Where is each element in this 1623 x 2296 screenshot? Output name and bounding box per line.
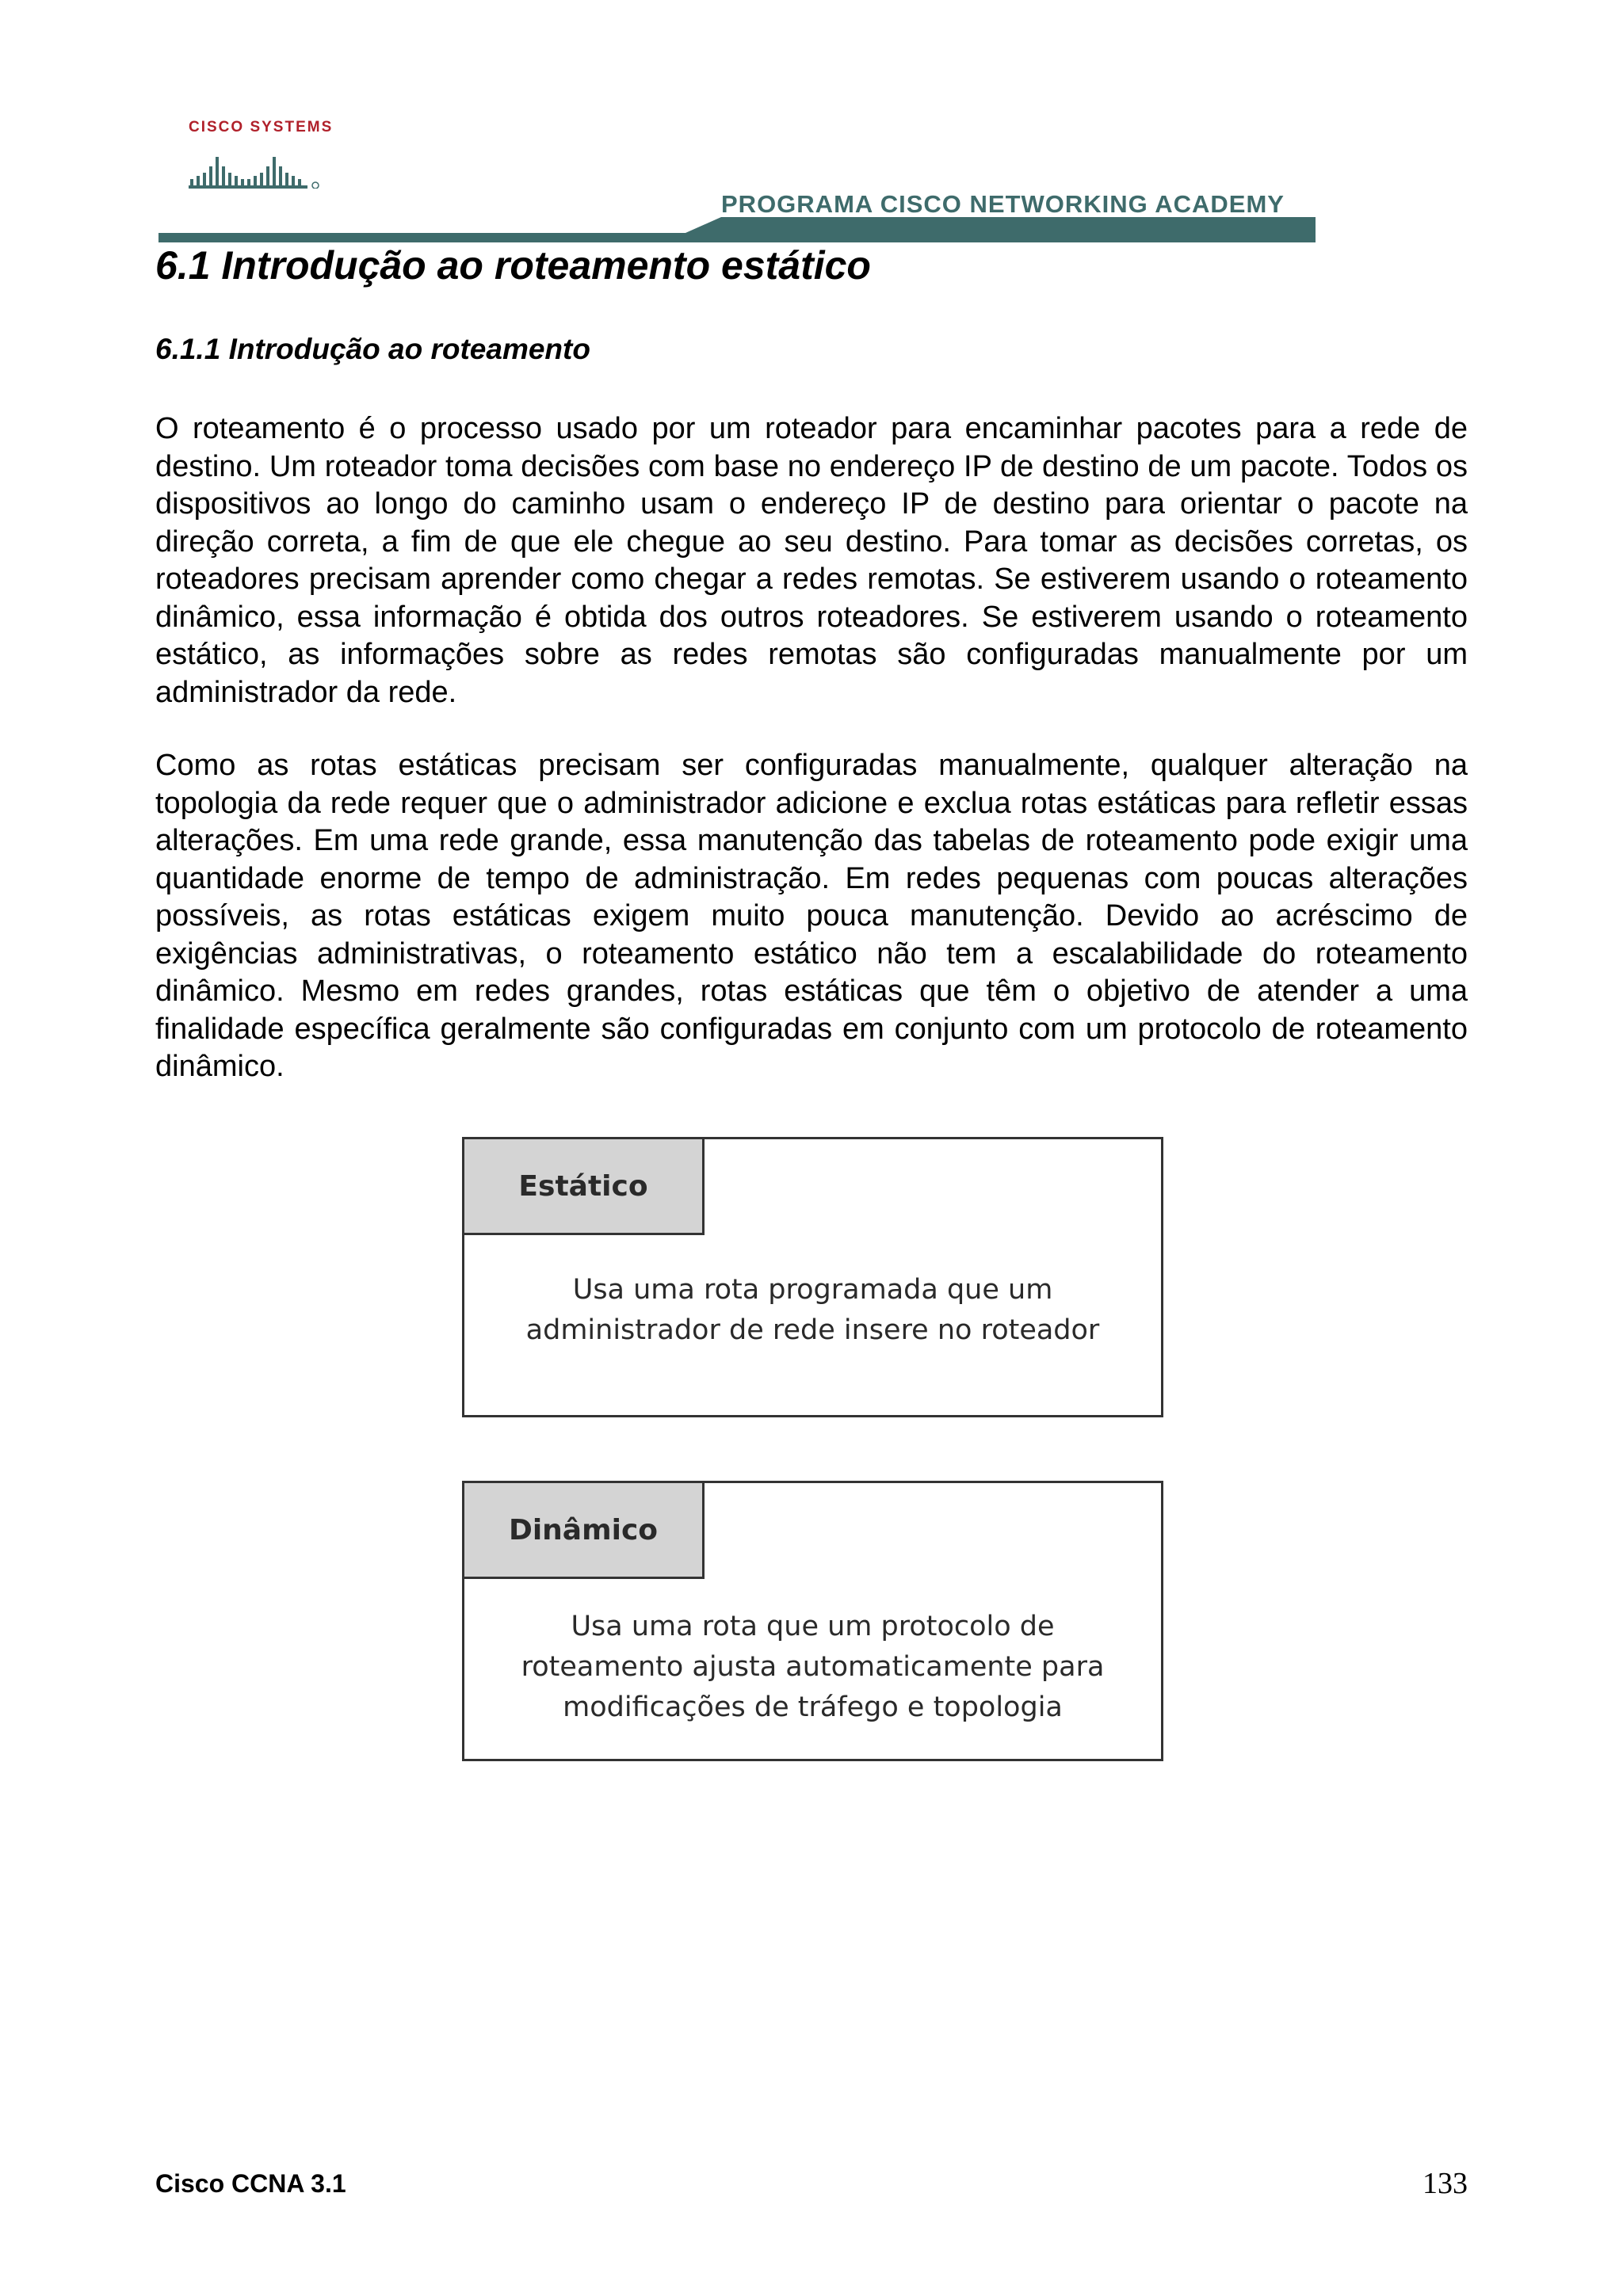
dynamic-routing-box <box>462 1481 1163 1761</box>
dynamic-routing-line: Usa uma rota que um protocolo de <box>571 1611 1055 1642</box>
cisco-logo <box>189 119 334 190</box>
dynamic-routing-description <box>464 1607 1161 1728</box>
paragraph-static-routes: Como as rotas estáticas precisam ser configuradas manualmente, qualquer alteração na topologia da rede requer que o administrador adicione e exclua rotas estáticas para refletir essas alterações. Em uma rede grande, essa manutenção das tabelas de roteamento pode exigir uma quantidade enorme de tempo de administração. Em redes pequenas com poucas alterações possíveis, as rotas estáticas exigem muito pouca manutenção. Devido ao acréscimo de exigências administrativas, o roteamento estático não tem a escalabilidade do roteamento dinâmico. Mesmo em redes grandes, rotas estáticas que têm o objetivo de atender a uma finalidade específica geralmente são configuradas em conjunto com um protocolo de roteamento dinâmico. <box>155 749 1468 1083</box>
section-title: 6.1 Introdução ao roteamento estático <box>155 243 871 288</box>
static-routing-line: Usa uma rota programada que um <box>572 1274 1053 1306</box>
dynamic-routing-line: roteamento ajusta automaticamente para <box>521 1651 1105 1683</box>
cisco-bridge-icon <box>189 139 323 189</box>
academy-banner-text: PROGRAMA CISCO NETWORKING ACADEMY <box>721 190 1285 218</box>
static-routing-line: administrador de rede insere no roteador <box>525 1314 1100 1346</box>
dynamic-routing-line: modificações de tráfego e topologia <box>563 1691 1063 1723</box>
footer-course-name: Cisco CCNA 3.1 <box>155 2169 346 2198</box>
static-routing-label: Estático <box>462 1137 705 1235</box>
static-routing-description <box>464 1270 1161 1351</box>
cisco-logo-text: CISCO SYSTEMS <box>189 119 334 135</box>
academy-banner <box>158 189 1316 244</box>
paragraph-routing-intro: O roteamento é o processo usado por um roteador para encaminhar pacotes para a rede de destino. Um roteador toma decisões com base no endereço IP de destino de um pacote. Todos os dispositivos ao longo do caminho usam o endereço IP de destino para orientar o pacote na direção correta, a fim de que ele chegue ao seu destino. Para tomar as decisões corretas, os roteadores precisam aprender como chegar a redes remotas. Se estiverem usando o roteamento dinâmico, essa informação é obtida dos outros roteadores. Se estiverem usando o roteamento estático, as informações sobre as redes remotas são configuradas manualmente por um administrador da rede. <box>155 412 1468 709</box>
footer-page-number: 133 <box>1423 2167 1468 2200</box>
dynamic-routing-label: Dinâmico <box>462 1481 705 1579</box>
section-subtitle: 6.1.1 Introdução ao roteamento <box>155 333 590 365</box>
static-routing-box <box>462 1137 1163 1417</box>
